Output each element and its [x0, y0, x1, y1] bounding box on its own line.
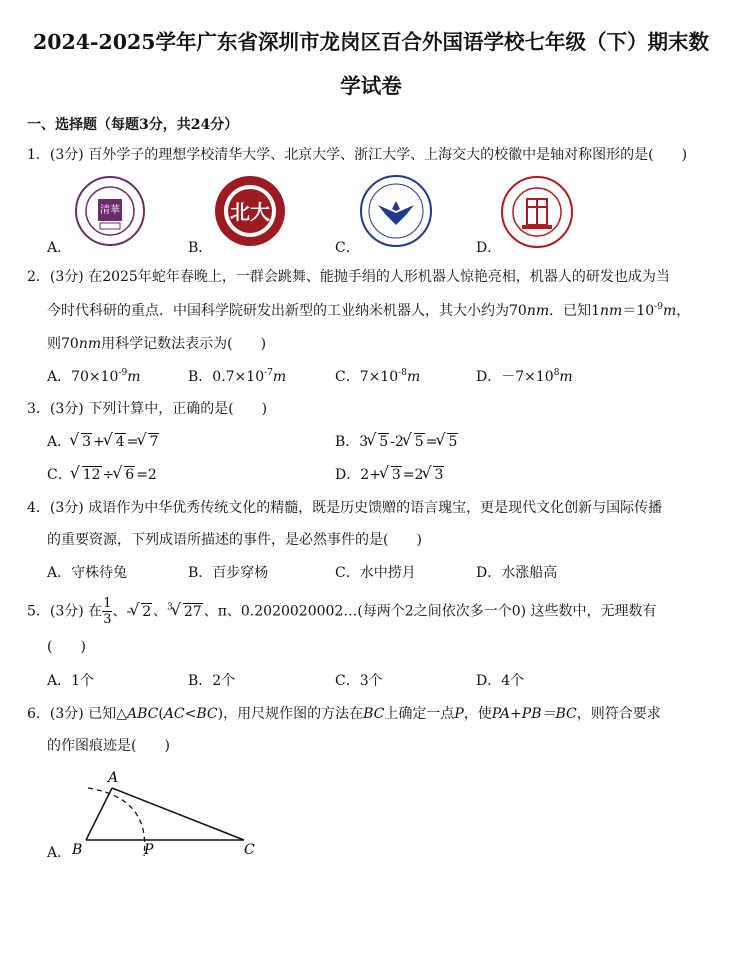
q5-option-b: B．2个 — [188, 673, 236, 689]
question-2-line3: 则70nm用科学记数法表示为( ) — [47, 336, 267, 352]
triangle-construction-figure — [66, 768, 266, 863]
point-label-a: A — [108, 770, 119, 786]
document-title-line1: 2024-2025学年广东省深圳市龙岗区百合外国语学校七年级（下）期末数 — [32, 30, 710, 54]
svg-text:清華: 清華 — [100, 205, 120, 216]
question-2-line1: 2．(3分) 在2025年蛇年春晚上，一群会跳舞、能抛手绢的人形机器人惊艳亮相，机器人的研发也成为当 — [27, 269, 670, 285]
q1-option-c: C． — [335, 240, 360, 256]
q3-option-c: C．√ 12 ÷√ 6 =2 — [47, 465, 157, 485]
point-label-p: P — [144, 842, 154, 858]
q5-option-d: D．4个 — [476, 673, 525, 689]
zhejiang-emblem-icon — [360, 175, 432, 247]
q2-option-a: A．$70\times 10^{-9}m$ — [47, 368, 141, 385]
question-6-line2: 的作图痕迹是( ) — [47, 738, 170, 754]
section-heading: 一、选择题（每题3分，共24分） — [27, 117, 239, 133]
q1-option-d: D． — [476, 240, 502, 256]
svg-text:北大: 北大 — [230, 200, 270, 224]
peking-emblem-icon — [214, 175, 286, 247]
question-6-line1: 6．(3分) 已知△ABC(AC<BC)，用尺规作图的方法在BC上确定一点P，使PA+PB＝BC，则符合要求 — [27, 706, 661, 722]
q2-option-d: D．$-7\times 10^8m$ — [476, 368, 573, 385]
q3-option-d: D．2+√ 3 =2√ 3 — [335, 465, 445, 485]
question-5-line2: ( ) — [47, 639, 86, 655]
question-4-line2: 的重要资源，下列成语所描述的事件，是必然事件的是( ) — [47, 532, 422, 548]
q4-option-c: C．水中捞月 — [335, 565, 416, 581]
q5-option-c: C．3个 — [335, 673, 383, 689]
segment-ac — [112, 788, 244, 840]
fraction-one-third: $\frac{1}{3}$ — [103, 596, 112, 627]
q1-option-a: A． — [47, 240, 72, 256]
question-5-line1: 5．(3分) 在 $\frac{1}{3}$ 、-√ 2 、$^3$√ 27 、π、0.2020020002…(每两个2之间依次多一个0) 这些数中，无理数有 — [27, 596, 657, 627]
q5-option-a: A．1个 — [47, 673, 95, 689]
question-2-line2: 今时代科研的重点．中国科学院研发出新型的工业纳米机器人，其大小约为70nm．已知$1nm=10^{-9}m$， — [47, 302, 691, 319]
document-title-line2: 学试卷 — [340, 74, 402, 98]
q2-option-c: C．$7\times 10^{-8}m$ — [335, 368, 421, 385]
tsinghua-emblem-icon — [74, 175, 146, 247]
question-1-text: 1．(3分) 百外学子的理想学校清华大学、北京大学、浙江大学、上海交大的校徽中是轴对称图形的是( ) — [27, 147, 688, 163]
sjtu-emblem-icon — [500, 175, 574, 249]
q4-option-a: A．守株待兔 — [47, 565, 128, 581]
q2-option-b: B．$0.7\times 10^{-7}m$ — [188, 368, 287, 385]
question-4-line1: 4．(3分) 成语作为中华优秀传统文化的精髓，既是历史馈赠的语言瑰宝，更是现代文化创新与国际传播 — [27, 500, 663, 516]
point-label-b: B — [72, 842, 83, 858]
q6-option-a-label: A． — [47, 845, 72, 861]
question-3-text: 3．(3分) 下列计算中，正确的是( ) — [27, 401, 268, 417]
q3-option-b: B．3√ 5 -2√ 5 =√ 5 — [335, 432, 459, 452]
segment-ab — [86, 788, 112, 840]
point-label-c: C — [244, 842, 255, 858]
q1-option-b: B． — [188, 240, 213, 256]
q4-option-d: D．水涨船高 — [476, 565, 558, 581]
q4-option-b: B．百步穿杨 — [188, 565, 269, 581]
q3-option-a: A．√ 3 +√ 4 =√ 7 — [47, 432, 160, 452]
